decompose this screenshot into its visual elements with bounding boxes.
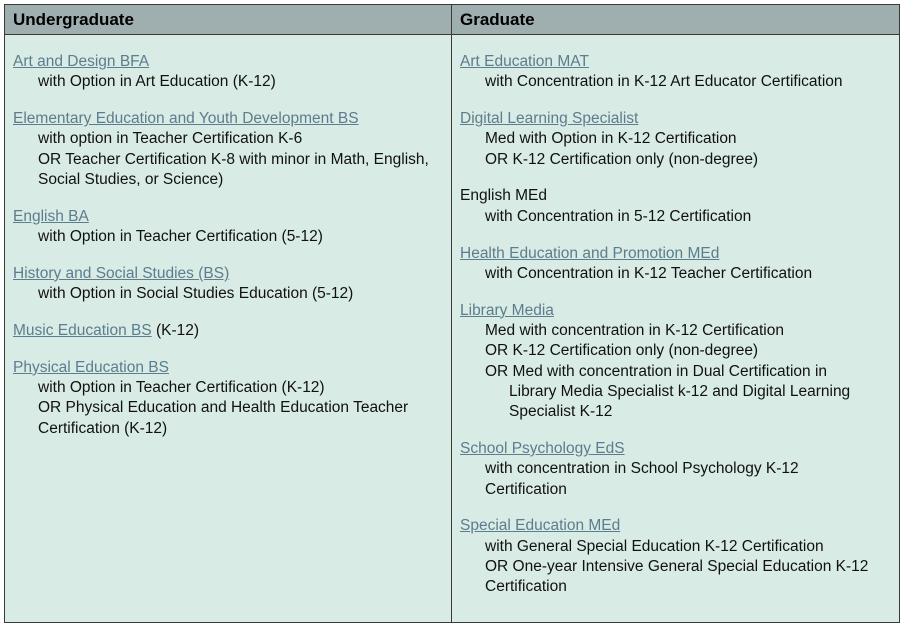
program-library-media xyxy=(460,301,896,423)
graduate-column xyxy=(460,52,896,614)
program-detail: Library Media Specialist k-12 and Digital Learning xyxy=(509,382,851,400)
program-detail: Med with Option in K-12 Certification xyxy=(485,130,737,148)
program-health-education-med xyxy=(460,244,896,285)
program-elementary-education-bs xyxy=(13,109,445,190)
program-detail: with Option in Social Studies Education (5-12) xyxy=(38,285,354,303)
program-detail: with Concentration in K-12 Art Educator Certification xyxy=(485,73,843,91)
program-history-social-studies-bs xyxy=(13,264,445,305)
graduate-header: Graduate xyxy=(460,10,535,29)
program-school-psychology-eds xyxy=(460,439,896,500)
program-detail: Social Studies, or Science) xyxy=(38,170,224,188)
program-english-med xyxy=(460,186,896,227)
program-detail: with concentration in School Psychology K-12 xyxy=(485,460,799,478)
undergraduate-column xyxy=(13,52,445,455)
program-link[interactable]: Elementary Education and Youth Development BS xyxy=(13,110,359,128)
programs-table xyxy=(4,4,900,623)
program-detail: with Option in Art Education (K-12) xyxy=(38,73,276,91)
program-english-ba xyxy=(13,207,445,248)
program-digital-learning-specialist xyxy=(460,109,896,170)
program-link[interactable]: English BA xyxy=(13,207,89,225)
program-detail: OR Med with concentration in Dual Certification in xyxy=(485,362,828,380)
program-detail: OR Teacher Certification K-8 with minor in Math, English, xyxy=(38,150,429,168)
program-link[interactable]: Art Education MAT xyxy=(460,53,589,70)
column-divider xyxy=(451,5,452,622)
program-detail: Certification xyxy=(485,480,567,498)
program-grade-range: (K-12) xyxy=(151,321,200,339)
program-detail: with Concentration in 5-12 Certification xyxy=(485,207,752,225)
program-link[interactable]: Digital Learning Specialist xyxy=(460,110,639,128)
program-link[interactable]: Special Education MEd xyxy=(460,517,621,535)
program-link[interactable]: School Psychology EdS xyxy=(460,439,625,457)
program-detail: Certification xyxy=(485,578,567,596)
program-title: English MEd xyxy=(460,187,548,205)
program-detail: OR K-12 Certification only (non-degree) xyxy=(485,150,759,168)
program-physical-education-bs xyxy=(13,358,445,439)
program-detail: with General Special Education K-12 Certification xyxy=(485,537,824,555)
program-link[interactable]: History and Social Studies (BS) xyxy=(13,264,230,282)
program-special-education-med xyxy=(460,516,896,597)
program-detail: with option in Teacher Certification K-6 xyxy=(38,130,303,148)
program-link[interactable]: Music Education BS xyxy=(13,321,152,339)
undergraduate-header: Undergraduate xyxy=(13,10,134,29)
program-detail: with Concentration in K-12 Teacher Certification xyxy=(485,264,813,282)
program-link[interactable]: Library Media xyxy=(460,301,554,319)
program-detail: Specialist K-12 xyxy=(509,403,613,421)
program-link[interactable]: Health Education and Promotion MEd xyxy=(460,244,720,262)
program-detail: with Option in Teacher Certification (K-12) xyxy=(38,379,325,397)
program-link[interactable]: Art and Design BFA xyxy=(13,53,150,70)
program-detail: Certification (K-12) xyxy=(38,419,168,437)
program-detail: Med with concentration in K-12 Certification xyxy=(485,321,784,339)
table-header-row xyxy=(5,5,899,35)
program-art-education-mat xyxy=(460,52,896,93)
program-music-education-bs xyxy=(13,321,445,341)
program-detail: with Option in Teacher Certification (5-12) xyxy=(38,228,323,246)
program-detail: OR One-year Intensive General Special Education K-12 xyxy=(485,557,869,575)
program-link[interactable]: Physical Education BS xyxy=(13,358,169,376)
program-art-design-bfa xyxy=(13,52,445,93)
program-detail: OR Physical Education and Health Education Teacher xyxy=(38,399,409,417)
program-detail: OR K-12 Certification only (non-degree) xyxy=(485,342,759,360)
